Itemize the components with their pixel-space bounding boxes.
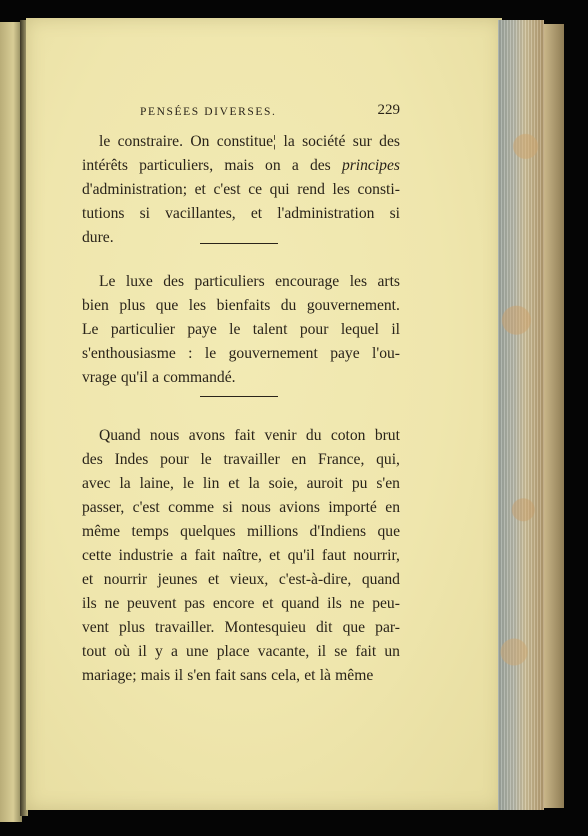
book-cover-edge	[544, 24, 564, 808]
text-line: vent plus travailler. Montesquieu dit que par-	[82, 619, 400, 636]
text-line: des Indes pour le travailler en France, qui,	[82, 451, 400, 468]
text-line: Quand nous avons fait venir du coton brut	[99, 427, 400, 444]
text-line: le constraire. On constitue¦ la société sur des	[99, 133, 400, 150]
text-line: Le particulier paye le talent pour lequel il	[82, 321, 400, 338]
text-line: et nourrir jeunes et vieux, c'est-à-dire, quand	[82, 571, 400, 588]
foxing-stains	[498, 20, 544, 810]
text-line: dure.	[82, 229, 114, 246]
section-divider	[200, 396, 278, 397]
text-line: mariage; mais il s'en fait sans cela, et là même	[82, 667, 374, 684]
running-head: PENSÉES DIVERSES.	[140, 106, 277, 118]
text-line: ils ne peuvent pas encore et quand ils ne peu-	[82, 595, 400, 612]
page-header	[82, 100, 400, 124]
facing-page-edge	[0, 22, 22, 822]
text-line: Le luxe des particuliers encourage les arts	[99, 273, 400, 290]
text-line: s'enthousiasme : le gouvernement paye l'ou-	[82, 345, 400, 362]
text-line: même temps quelques millions d'Indiens que	[82, 523, 400, 540]
text-line: avec la laine, le lin et la soie, auroit pu s'en	[82, 475, 400, 492]
section-divider	[200, 243, 278, 244]
text-line: bien plus que les bienfaits du gouvernement.	[82, 297, 400, 314]
page-number: 229	[377, 102, 400, 118]
text-line: cette industrie a fait naître, et qu'il faut nourrir,	[82, 547, 400, 564]
text-line: passer, c'est comme si nous avions importé en	[82, 499, 400, 516]
text-line: intérêts particuliers, mais on a des principes	[82, 157, 400, 174]
text-line: d'administration; et c'est ce qui rend les consti-	[82, 181, 400, 198]
text-line: tout où il y a une place vacante, il se fait un	[82, 643, 400, 660]
text-line: tutions si vacillantes, et l'administration si	[82, 205, 400, 222]
text-line: vrage qu'il a commandé.	[82, 369, 236, 386]
